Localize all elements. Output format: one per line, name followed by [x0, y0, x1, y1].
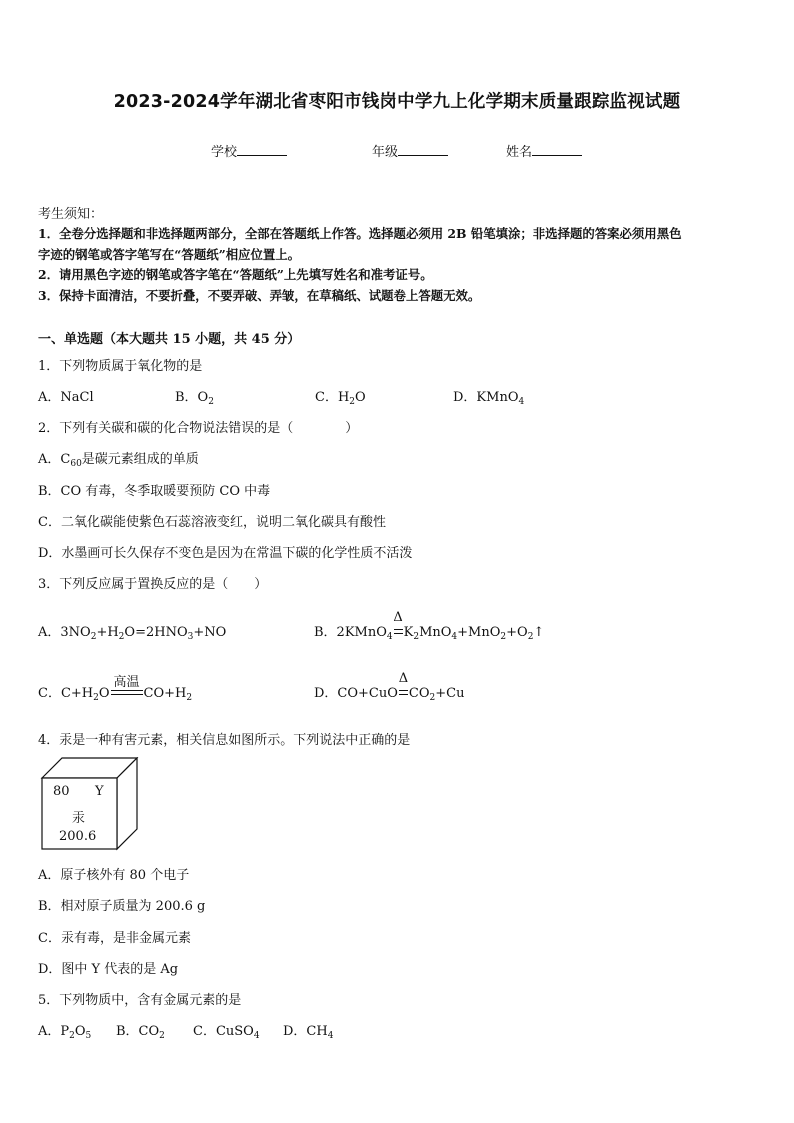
school-field: [211, 141, 287, 160]
q3-option-b[interactable]: B．2KMnO$_4$ Δ $K_2MnO_4+MnO_2+O_2↑$: [314, 610, 545, 642]
q4-option-a[interactable]: A．原子核外有 80 个电子: [38, 868, 190, 883]
tile-atomic-mass: 200.6: [59, 829, 97, 844]
section-heading: 一、单选题（本大题共 15 小题，共 45 分）: [38, 332, 301, 347]
notice-line-3: 3．保持卡面清洁，不要折叠，不要弄破、弄皱，在草稿纸、试题卷上答题无效。: [38, 288, 481, 303]
q3-option-a[interactable]: A．$3NO_2+H_2O=2HNO_3+NO$: [38, 625, 227, 642]
notice-heading: 考生须知：: [38, 207, 104, 222]
reaction-condition-sign: Δ: [393, 624, 404, 638]
q5-option-d[interactable]: D．$CH_4$: [283, 1024, 334, 1041]
q2-option-b[interactable]: B．CO 有毒，冬季取暖要预防 CO 中毒: [38, 484, 271, 499]
q2-stem: 2．下列有关碳和碳的化合物说法错误的是（ ）: [38, 421, 359, 436]
q4-option-d[interactable]: D．图中 Y 代表的是 Ag: [38, 962, 179, 977]
q1-option-d[interactable]: D．KMnO$_4$: [453, 390, 525, 407]
q5-stem: 5．下列物质中，含有金属元素的是: [38, 993, 242, 1008]
q4-stem: 4．汞是一种有害元素，相关信息如图所示。下列说法中正确的是: [38, 733, 411, 748]
q5-option-b[interactable]: B．$CO_2$: [116, 1024, 165, 1041]
grade-label: 年级: [372, 145, 399, 160]
q2-option-a[interactable]: A．$C_{60}$是碳元素组成的单质: [38, 452, 199, 469]
page-title: 2023-2024学年湖北省枣阳市钱岗中学九上化学期末质量跟踪监视试题: [113, 92, 681, 112]
q5-option-c[interactable]: C．CuSO$_4$: [193, 1024, 260, 1041]
notice-line-1a: 1．全卷分选择题和非选择题两部分，全部在答题纸上作答。选择题必须用 2B 铅笔填涂；非选择题的答案必须用黑色: [38, 226, 682, 241]
tile-element-name: 汞: [72, 811, 86, 826]
grade-field: [372, 141, 448, 160]
element-tile: [40, 757, 140, 855]
grade-blank[interactable]: [398, 143, 448, 156]
q1-option-a[interactable]: A．NaCl: [38, 390, 94, 405]
q3-stem: 3．下列反应属于置换反应的是（ ）: [38, 577, 268, 592]
school-blank[interactable]: [237, 143, 287, 156]
q3-option-d[interactable]: D．CO+CuO Δ $CO_2+Cu$: [314, 671, 465, 703]
q5-option-a[interactable]: A．$P_2O_5$: [38, 1024, 92, 1041]
q4-option-b[interactable]: B．相对原子质量为 200.6 g: [38, 899, 206, 914]
q2-option-d[interactable]: D．水墨画可长久保存不变色是因为在常温下碳的化学性质不活泼: [38, 546, 413, 561]
reaction-condition-sign: 高温: [110, 685, 144, 699]
q2-option-c[interactable]: C．二氧化碳能使紫色石蕊溶液变红，说明二氧化碳具有酸性: [38, 515, 386, 530]
name-blank[interactable]: [532, 143, 582, 156]
q1-stem: 1．下列物质属于氧化物的是: [38, 359, 203, 374]
name-field: [506, 141, 582, 160]
q1-option-c[interactable]: C．$H_2O$: [315, 390, 366, 407]
tile-atomic-number: 80: [53, 784, 70, 799]
q3-option-c[interactable]: C．$C+H_2O$ 高温 $CO+H_2$: [38, 675, 193, 703]
notice-line-1b: 字迹的钢笔或答字笔写在“答题纸”相应位置上。: [38, 247, 301, 262]
notice-line-2: 2．请用黑色字迹的钢笔或答字笔在“答题纸”上先填写姓名和准考证号。: [38, 267, 433, 282]
school-label: 学校: [211, 145, 238, 160]
name-label: 姓名: [506, 145, 533, 160]
q4-option-c[interactable]: C．汞有毒，是非金属元素: [38, 931, 191, 946]
reaction-condition-sign: Δ: [398, 685, 409, 699]
q1-option-b[interactable]: B．$O_2$: [175, 390, 214, 407]
tile-symbol: Y: [95, 784, 104, 799]
